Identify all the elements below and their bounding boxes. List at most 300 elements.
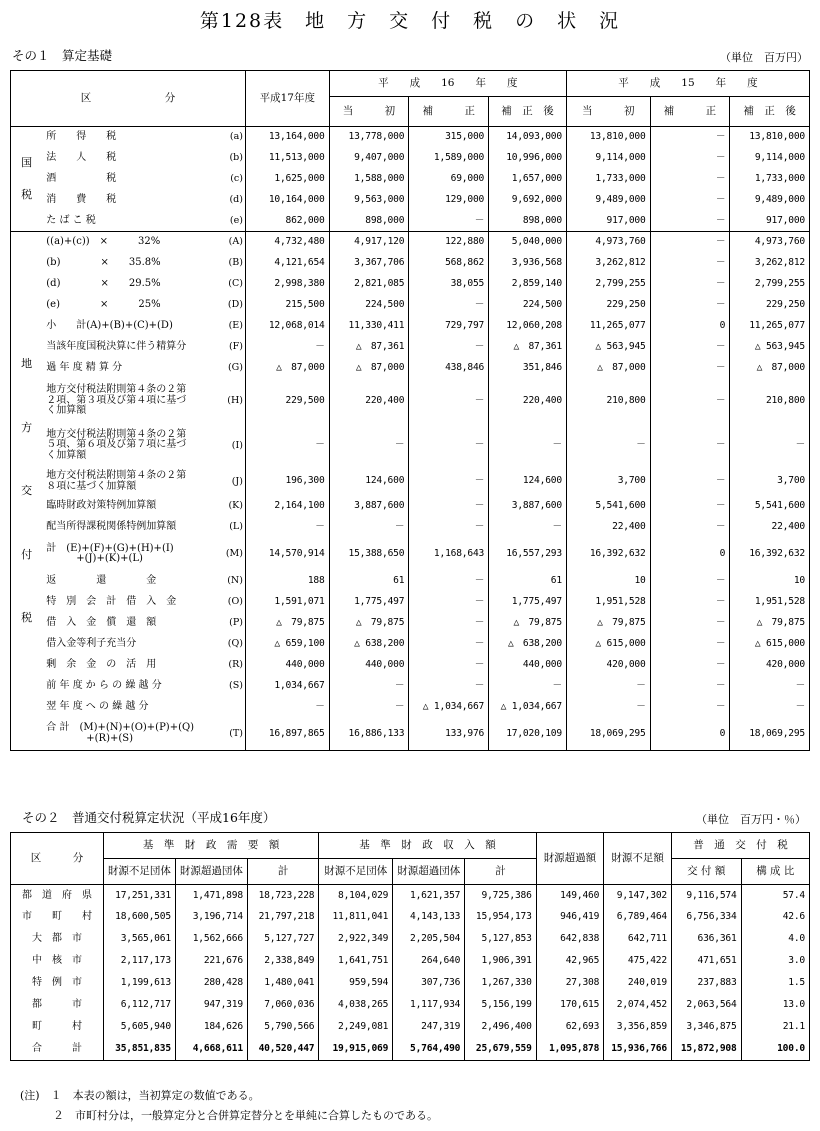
value-cell: 4,668,611 — [175, 1039, 247, 1061]
value-cell: － — [245, 697, 329, 718]
value-cell: 3,262,812 — [566, 253, 650, 274]
value-cell: 440,000 — [245, 655, 329, 676]
value-cell: 642,838 — [536, 929, 604, 951]
value-cell: 18,723,228 — [247, 885, 318, 907]
value-cell: 2,859,140 — [489, 274, 567, 295]
group-char: 方 — [21, 420, 33, 434]
value-cell: 1,591,071 — [245, 592, 329, 613]
value-cell: 237,883 — [671, 973, 741, 995]
value-cell: 38,055 — [409, 274, 489, 295]
value-cell: 3,356,859 — [604, 1017, 672, 1039]
row-label-line: ２項、第３項及び第４項に基づ — [46, 394, 187, 406]
group-char: 国 — [21, 156, 33, 170]
value-cell: 2,164,100 — [245, 496, 329, 517]
row-label-line: 借 入 金 償 還 額 — [46, 616, 157, 628]
value-cell: － — [329, 424, 409, 468]
group-char: 地 — [21, 357, 33, 371]
table-row — [11, 538, 810, 571]
value-cell: 438,846 — [409, 358, 489, 379]
value-cell: 2,998,380 — [245, 274, 329, 295]
value-cell: － — [650, 358, 730, 379]
row-code: (P) — [229, 617, 243, 629]
value-cell: 9,407,000 — [329, 148, 409, 169]
table-row — [11, 592, 810, 613]
row-code: (E) — [228, 320, 243, 332]
table-row — [11, 929, 810, 951]
value-cell: 12,060,208 — [489, 316, 567, 337]
value-cell: 18,069,295 — [730, 718, 810, 751]
value-cell: 4,917,120 — [329, 232, 409, 253]
section1-unit: （単位 百万円） — [720, 51, 808, 64]
table-row — [11, 424, 810, 468]
value-cell: 420,000 — [730, 655, 810, 676]
value-cell: 11,265,077 — [730, 316, 810, 337]
row-label — [42, 253, 222, 274]
value-cell: 3,367,706 — [329, 253, 409, 274]
s2-header-juyo-fusoku: 財源不足団体 — [103, 859, 175, 885]
value-cell: － — [650, 253, 730, 274]
value-cell: 1,775,497 — [489, 592, 567, 613]
value-cell: △ 87,361 — [489, 337, 567, 358]
row-label: 都 道 府 県 — [21, 889, 92, 901]
row-code: (Q) — [227, 638, 243, 650]
value-cell: 3,262,812 — [730, 253, 810, 274]
value-cell: 946,419 — [536, 907, 604, 929]
group-char: 税 — [21, 188, 33, 201]
row-label-line: ((a)+(c)) × 32% — [46, 236, 161, 247]
row-label-line: 地方交付税法附則第４条の２第 — [46, 428, 187, 440]
page-title: 第128表 地 方 交 付 税 の 状 況 — [199, 10, 621, 32]
row-label-line: 前 年 度 か ら の 繰 越 分 — [46, 679, 162, 691]
row-label: 大 都 市 — [31, 933, 82, 945]
value-cell: － — [409, 517, 489, 538]
value-cell: 15,954,173 — [465, 907, 536, 929]
value-cell: 25,679,559 — [465, 1039, 536, 1061]
value-cell: 1,589,000 — [409, 148, 489, 169]
row-code — [222, 697, 246, 718]
value-cell: 5,127,853 — [465, 929, 536, 951]
value-cell: 18,069,295 — [566, 718, 650, 751]
row-label: 特 例 市 — [31, 977, 82, 989]
table-row — [11, 379, 810, 424]
row-label-line: ５項、第６項及び第７項に基づ — [46, 439, 187, 451]
table-row — [11, 517, 810, 538]
value-cell: 2,063,564 — [671, 995, 741, 1017]
value-cell: △ 79,875 — [730, 613, 810, 634]
value-cell: 642,711 — [604, 929, 672, 951]
value-cell: 4,121,654 — [245, 253, 329, 274]
value-cell: 210,800 — [730, 379, 810, 424]
value-cell: 18,600,505 — [103, 907, 175, 929]
table-row — [11, 496, 810, 517]
value-cell: 22,400 — [566, 517, 650, 538]
value-cell: 229,250 — [566, 295, 650, 316]
value-cell: 3.0 — [741, 951, 809, 973]
value-cell: － — [730, 697, 810, 718]
value-cell: 5,156,199 — [465, 995, 536, 1017]
s2-header-juyo: 基 準 財 政 需 要 額 — [103, 833, 318, 859]
value-cell: 307,736 — [393, 973, 465, 995]
row-label-line: 返 還 金 — [46, 574, 157, 586]
value-cell: － — [329, 517, 409, 538]
row-label: 都 市 — [31, 999, 82, 1011]
row-label — [42, 676, 222, 697]
value-cell: 10,996,000 — [489, 148, 567, 169]
value-cell: － — [409, 655, 489, 676]
header-h16-tousho: 当 初 — [329, 97, 409, 127]
value-cell: 898,000 — [329, 211, 409, 232]
table-row — [11, 1039, 810, 1061]
value-cell: 1,199,613 — [103, 973, 175, 995]
header-h16-hoseigo: 補 正 後 — [489, 97, 567, 127]
table-row — [11, 885, 810, 907]
value-cell: － — [650, 274, 730, 295]
row-label — [42, 592, 222, 613]
value-cell: 210,800 — [566, 379, 650, 424]
group-char: 税 — [21, 611, 33, 625]
value-cell: 0 — [650, 316, 730, 337]
value-cell: 122,880 — [409, 232, 489, 253]
calculation-basis-table — [10, 70, 810, 751]
row-code: (b) — [229, 152, 243, 164]
value-cell: 35,851,835 — [103, 1039, 175, 1061]
value-cell: 42.6 — [741, 907, 809, 929]
value-cell: 220,400 — [329, 379, 409, 424]
value-cell: 17,251,331 — [103, 885, 175, 907]
row-code: (N) — [227, 575, 243, 587]
value-cell: 184,626 — [175, 1017, 247, 1039]
value-cell: 124,600 — [489, 468, 567, 496]
value-cell: 9,114,000 — [730, 148, 810, 169]
value-cell: － — [489, 424, 567, 468]
value-cell: 1,733,000 — [730, 169, 810, 190]
note-1: (注) １ 本表の額は，当初算定の数値である。 — [20, 1089, 260, 1102]
table-row — [11, 697, 810, 718]
row-label — [42, 358, 222, 379]
value-cell: 1,480,041 — [247, 973, 318, 995]
table-row — [11, 613, 810, 634]
row-label: 合 計 — [31, 1043, 82, 1054]
value-cell: 229,500 — [245, 379, 329, 424]
value-cell: 15,936,766 — [604, 1039, 672, 1061]
value-cell: 5,790,566 — [247, 1017, 318, 1039]
value-cell: △ 87,000 — [329, 358, 409, 379]
row-label-line: 酒 税 — [46, 172, 117, 184]
value-cell: 2,249,081 — [319, 1017, 393, 1039]
row-code: (O) — [227, 596, 243, 608]
value-cell: △ 79,875 — [329, 613, 409, 634]
value-cell: － — [409, 337, 489, 358]
row-label-line: 借入金等利子充当分 — [46, 637, 137, 649]
section1-heading: その１ 算定基礎 — [12, 48, 113, 63]
value-cell: 9,489,000 — [566, 190, 650, 211]
value-cell: － — [566, 424, 650, 468]
value-cell: 1,641,751 — [319, 951, 393, 973]
value-cell: 129,000 — [409, 190, 489, 211]
value-cell: － — [489, 676, 567, 697]
value-cell: 16,392,632 — [566, 538, 650, 571]
row-label-line: +(J)+(K)+(L) — [46, 553, 143, 564]
row-label — [42, 613, 222, 634]
row-code: (D) — [227, 299, 243, 311]
row-label-line: 小 計(A)+(B)+(C)+(D) — [46, 319, 173, 331]
value-cell: 3,565,061 — [103, 929, 175, 951]
header-h15-tousho: 当 初 — [566, 97, 650, 127]
value-cell: △ 615,000 — [730, 634, 810, 655]
table-row — [11, 253, 810, 274]
value-cell: 14,570,914 — [245, 538, 329, 571]
row-label — [42, 169, 222, 190]
row-label-line: く加算額 — [46, 405, 87, 417]
row-label — [42, 211, 222, 232]
row-label-line: 地方交付税法附則第４条の２第 — [46, 384, 187, 396]
row-code: (H) — [227, 395, 243, 407]
value-cell: 1,621,357 — [393, 885, 465, 907]
value-cell: 16,897,865 — [245, 718, 329, 751]
value-cell: △ 638,200 — [329, 634, 409, 655]
row-label-line: 消 費 税 — [46, 193, 117, 205]
value-cell: 13,164,000 — [245, 127, 329, 148]
s2-header-kubun: 区 分 — [11, 833, 104, 885]
value-cell: － — [650, 379, 730, 424]
value-cell: 221,676 — [175, 951, 247, 973]
s2-header-shunyu-fusoku: 財源不足団体 — [319, 859, 393, 885]
value-cell: 6,756,334 — [671, 907, 741, 929]
row-label-line: 臨時財政対策特例加算額 — [46, 499, 157, 511]
table-row — [11, 232, 810, 253]
header-kubun: 区 分 — [11, 71, 246, 127]
value-cell: 133,976 — [409, 718, 489, 751]
row-label-line: 合 計 (M)+(N)+(O)+(P)+(Q) — [46, 722, 195, 734]
value-cell: 13,778,000 — [329, 127, 409, 148]
value-cell: － — [566, 676, 650, 697]
row-label-line: た ば こ 税 — [46, 214, 96, 226]
row-code: (e) — [222, 211, 246, 232]
value-cell: 947,319 — [175, 995, 247, 1017]
row-label-line: (b) × 35.8% — [46, 256, 161, 268]
value-cell: 1,588,000 — [329, 169, 409, 190]
row-label-line: 所 得 税 — [46, 131, 117, 142]
value-cell: 1,471,898 — [175, 885, 247, 907]
value-cell: 3,936,568 — [489, 253, 567, 274]
s2-header-juyo-kei: 計 — [247, 859, 318, 885]
value-cell: － — [650, 127, 730, 148]
row-code: (C) — [228, 278, 243, 290]
table-row — [11, 316, 810, 337]
row-code: (F) — [228, 341, 243, 353]
value-cell: 100.0 — [741, 1039, 809, 1061]
value-cell: △ 563,945 — [730, 337, 810, 358]
row-label-line: 地方交付税法附則第４条の２第 — [46, 470, 187, 481]
value-cell: 13.0 — [741, 995, 809, 1017]
s2-header-koufu: 交 付 額 — [671, 859, 741, 885]
value-cell: 280,428 — [175, 973, 247, 995]
row-code: (M) — [225, 548, 243, 560]
value-cell: △ 79,875 — [245, 613, 329, 634]
section2-heading: その２ 普通交付税算定状況（平成16年度） — [22, 810, 276, 825]
row-code: (K) — [228, 500, 243, 512]
value-cell: 3,700 — [566, 468, 650, 496]
table-row — [11, 571, 810, 592]
value-cell: △ 87,000 — [730, 358, 810, 379]
table-row — [11, 358, 810, 379]
value-cell: 149,460 — [536, 885, 604, 907]
value-cell: － — [650, 211, 730, 232]
row-label — [42, 127, 222, 148]
value-cell: 16,392,632 — [730, 538, 810, 571]
value-cell: － — [566, 697, 650, 718]
value-cell: 5,605,940 — [103, 1017, 175, 1039]
value-cell: 1,906,391 — [465, 951, 536, 973]
row-label-line: ８項に基づく加算額 — [46, 480, 137, 492]
value-cell: 8,104,029 — [319, 885, 393, 907]
s2-header-chouka: 財源超過額 — [536, 833, 604, 885]
value-cell: 240,019 — [604, 973, 672, 995]
value-cell: 9,114,000 — [566, 148, 650, 169]
value-cell: 11,513,000 — [245, 148, 329, 169]
value-cell: 351,846 — [489, 358, 567, 379]
value-cell: － — [409, 613, 489, 634]
row-code: (d) — [229, 194, 243, 206]
value-cell: 10 — [566, 571, 650, 592]
value-cell: － — [650, 571, 730, 592]
value-cell: 3,346,875 — [671, 1017, 741, 1039]
value-cell: 9,116,574 — [671, 885, 741, 907]
table-row — [11, 655, 810, 676]
value-cell: △ 638,200 — [489, 634, 567, 655]
value-cell: 2,117,173 — [103, 951, 175, 973]
value-cell: － — [730, 424, 810, 468]
value-cell: 2,338,849 — [247, 951, 318, 973]
value-cell: 1,267,330 — [465, 973, 536, 995]
value-cell: － — [409, 571, 489, 592]
value-cell: 5,127,727 — [247, 929, 318, 951]
value-cell: 13,810,000 — [730, 127, 810, 148]
row-code: (B) — [228, 257, 243, 269]
group-kokuzei — [11, 127, 43, 232]
value-cell: 1,034,667 — [245, 676, 329, 697]
value-cell: 1,625,000 — [245, 169, 329, 190]
row-label: 市 町 村 — [21, 911, 92, 923]
row-code: (c) — [230, 173, 243, 185]
group-char: 交 — [21, 484, 33, 498]
value-cell: 17,020,109 — [489, 718, 567, 751]
row-label — [42, 468, 222, 496]
value-cell: 3,196,714 — [175, 907, 247, 929]
value-cell: － — [245, 424, 329, 468]
row-label-line: 剰 余 金 の 活 用 — [46, 658, 157, 670]
row-label — [42, 424, 222, 468]
value-cell: 568,862 — [409, 253, 489, 274]
row-code: (G) — [227, 362, 243, 374]
value-cell: 1,951,528 — [566, 592, 650, 613]
row-label-line: 翌 年 度 へ の 繰 越 分 — [46, 700, 149, 712]
row-label — [42, 697, 222, 718]
row-code: (I) — [231, 439, 243, 451]
value-cell: 3,887,600 — [489, 496, 567, 517]
value-cell: － — [409, 295, 489, 316]
value-cell: － — [329, 697, 409, 718]
value-cell: △ 87,000 — [566, 358, 650, 379]
value-cell: 21.1 — [741, 1017, 809, 1039]
header-h15: 平 成 15 年 度 — [566, 71, 809, 97]
row-label — [42, 655, 222, 676]
table-row — [11, 995, 810, 1017]
header-h15-hosei: 補 正 — [650, 97, 730, 127]
table-row — [11, 718, 810, 751]
value-cell: 1,117,934 — [393, 995, 465, 1017]
table-row — [11, 190, 810, 211]
value-cell: － — [409, 634, 489, 655]
row-label-line: 配当所得課税関係特例加算額 — [46, 520, 177, 532]
value-cell: 898,000 — [489, 211, 567, 232]
table-row — [11, 274, 810, 295]
value-cell: 42,965 — [536, 951, 604, 973]
header-h15-hoseigo: 補 正 後 — [730, 97, 810, 127]
value-cell: － — [650, 655, 730, 676]
value-cell: 4,973,760 — [566, 232, 650, 253]
value-cell: △ 1,034,667 — [489, 697, 567, 718]
value-cell: － — [409, 379, 489, 424]
group-chihokofuzei — [11, 232, 43, 751]
value-cell: 3,700 — [730, 468, 810, 496]
value-cell: － — [245, 517, 329, 538]
header-h17: 平成17年度 — [245, 71, 329, 127]
value-cell: 215,500 — [245, 295, 329, 316]
value-cell: 13,810,000 — [566, 127, 650, 148]
value-cell: 7,060,036 — [247, 995, 318, 1017]
value-cell: 0 — [650, 538, 730, 571]
row-label — [42, 274, 222, 295]
value-cell: 15,872,908 — [671, 1039, 741, 1061]
row-label — [42, 571, 222, 592]
value-cell: 917,000 — [730, 211, 810, 232]
value-cell: － — [650, 592, 730, 613]
table-row — [11, 169, 810, 190]
value-cell: 862,000 — [245, 211, 329, 232]
row-label-line: 特 別 会 計 借 入 金 — [46, 595, 177, 607]
value-cell: － — [650, 232, 730, 253]
s2-header-shunyu-kei: 計 — [465, 859, 536, 885]
value-cell: 9,563,000 — [329, 190, 409, 211]
value-cell: 11,330,411 — [329, 316, 409, 337]
value-cell: △ 615,000 — [566, 634, 650, 655]
value-cell: 9,147,302 — [604, 885, 672, 907]
value-cell: － — [409, 211, 489, 232]
value-cell: 229,250 — [730, 295, 810, 316]
value-cell: － — [650, 613, 730, 634]
value-cell: － — [650, 337, 730, 358]
value-cell: △ 79,875 — [489, 613, 567, 634]
value-cell: 2,799,255 — [730, 274, 810, 295]
value-cell: － — [650, 697, 730, 718]
row-code: (L) — [229, 521, 243, 533]
row-label-line: +(R)+(S) — [46, 732, 134, 744]
s2-header-shunyu-chouka: 財源超過団体 — [393, 859, 465, 885]
value-cell: 440,000 — [489, 655, 567, 676]
note-2: ２ 市町村分は，一般算定分と合併算定替分とを単純に合算したものである。 — [20, 1109, 438, 1122]
value-cell: － — [409, 424, 489, 468]
value-cell: 9,725,386 — [465, 885, 536, 907]
row-code: (R) — [228, 659, 243, 671]
header-h16-hosei: 補 正 — [409, 97, 489, 127]
s2-header-kousei: 構 成 比 — [741, 859, 809, 885]
row-label-line: (d) × 29.5% — [46, 277, 161, 289]
value-cell: 6,789,464 — [604, 907, 672, 929]
value-cell: 729,797 — [409, 316, 489, 337]
row-code: (a) — [229, 131, 243, 143]
row-label-line: 当該年度国税決算に伴う精算分 — [46, 340, 187, 352]
